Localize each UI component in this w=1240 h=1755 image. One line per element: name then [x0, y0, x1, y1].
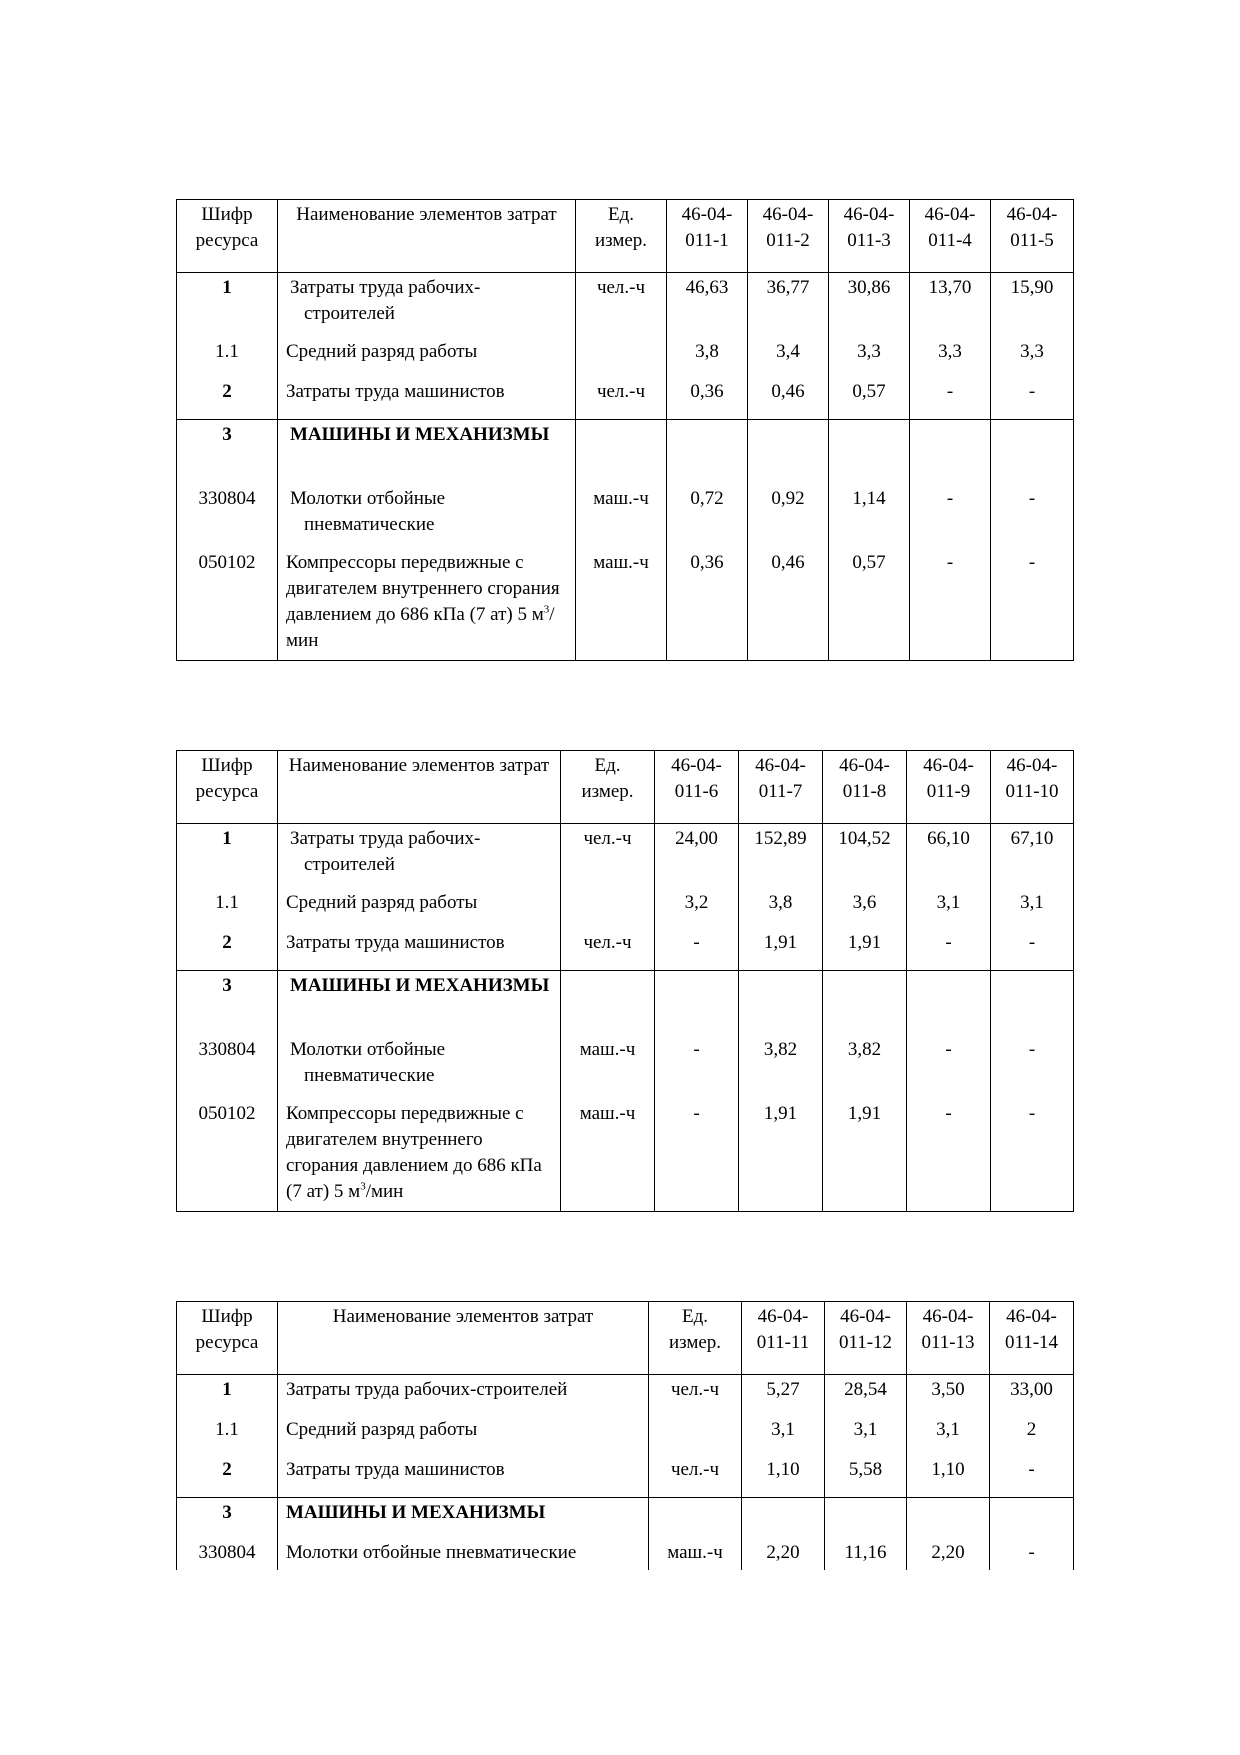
row-value: -	[991, 484, 1074, 548]
header-col: 46-04-011-11	[742, 1302, 825, 1375]
row-value: 3,1	[991, 888, 1074, 928]
row-value: 3,8	[667, 337, 748, 377]
row-code: 1	[222, 1379, 232, 1400]
row-code: 330804	[177, 1035, 278, 1099]
table-row	[177, 1498, 1074, 1539]
row-unit	[649, 1498, 742, 1539]
table-row	[177, 484, 1074, 548]
row-value: 0,36	[667, 548, 748, 661]
row-value: -	[910, 484, 991, 548]
row-value: 5,27	[742, 1375, 825, 1416]
row-value: 3,2	[655, 888, 739, 928]
header-unit: Ед. измер.	[561, 751, 655, 824]
row-value: 3,3	[991, 337, 1074, 377]
row-value: 66,10	[907, 824, 991, 889]
row-value: 28,54	[825, 1375, 907, 1416]
row-code: 330804	[177, 1538, 278, 1570]
row-name: МАШИНЫ И МЕХАНИЗМЫ	[290, 424, 550, 445]
row-name: Молотки отбойные пневматические	[278, 484, 576, 548]
norm-table-2	[176, 750, 1074, 1212]
header-code: Шифр ресурса	[177, 200, 278, 273]
header-col: 46-04-011-3	[829, 200, 910, 273]
header-col: 46-04-011-7	[739, 751, 823, 824]
row-value: 11,16	[825, 1538, 907, 1570]
row-value: 3,4	[748, 337, 829, 377]
row-value: 0,57	[829, 548, 910, 661]
row-unit	[561, 971, 655, 1036]
row-code: 1.1	[177, 888, 278, 928]
row-unit	[561, 888, 655, 928]
row-name: Затраты труда машинистов	[278, 928, 561, 971]
row-value: 30,86	[829, 273, 910, 338]
row-value: 33,00	[990, 1375, 1074, 1416]
row-name-tail: /мин	[365, 1181, 404, 1202]
row-value: 0,72	[667, 484, 748, 548]
table-row	[177, 1538, 1074, 1570]
row-value: 3,82	[823, 1035, 907, 1099]
row-value: 1,91	[823, 1099, 907, 1212]
row-value: 0,46	[748, 377, 829, 420]
header-name: Наименование элементов затрат	[278, 1302, 649, 1375]
row-value: 1,91	[739, 928, 823, 971]
row-value: -	[990, 1538, 1074, 1570]
header-col: 46-04-011-14	[990, 1302, 1074, 1375]
table-row	[177, 420, 1074, 485]
row-unit	[576, 337, 667, 377]
row-unit	[576, 420, 667, 485]
row-unit: чел.-ч	[649, 1375, 742, 1416]
row-value: -	[991, 377, 1074, 420]
row-code: 3	[222, 975, 232, 996]
row-value: 3,1	[825, 1415, 907, 1455]
row-value: 0,46	[748, 548, 829, 661]
row-value: 0,57	[829, 377, 910, 420]
row-value: 1,91	[823, 928, 907, 971]
row-value: 2,20	[742, 1538, 825, 1570]
row-unit: маш.-ч	[649, 1538, 742, 1570]
row-unit: чел.-ч	[576, 273, 667, 338]
row-unit	[649, 1415, 742, 1455]
row-unit: чел.-ч	[576, 377, 667, 420]
superscript: 3	[360, 1180, 366, 1193]
table-row	[177, 928, 1074, 971]
row-value: 2	[990, 1415, 1074, 1455]
row-value: 3,50	[907, 1375, 990, 1416]
row-name: Молотки отбойные пневматические	[278, 1538, 649, 1570]
row-name-tail: /мин	[286, 604, 555, 651]
superscript: 3	[543, 603, 550, 616]
row-value: -	[991, 1099, 1074, 1212]
header-col: 46-04-011-4	[910, 200, 991, 273]
header-col: 46-04-011-8	[823, 751, 907, 824]
table-row	[177, 1035, 1074, 1099]
row-name: Затраты труда рабочих-строителей	[278, 1375, 649, 1416]
row-value: 15,90	[991, 273, 1074, 338]
row-value: -	[910, 548, 991, 661]
header-col: 46-04-011-2	[748, 200, 829, 273]
row-value: 3,8	[739, 888, 823, 928]
row-name: Средний разряд работы	[278, 1415, 649, 1455]
table-row	[177, 377, 1074, 420]
row-value: -	[910, 377, 991, 420]
header-code: Шифр ресурса	[177, 751, 278, 824]
row-code: 050102	[177, 1099, 278, 1212]
header-code: Шифр ресурса	[177, 1302, 278, 1375]
header-col: 46-04-011-5	[991, 200, 1074, 273]
row-code: 3	[222, 424, 232, 445]
row-value: -	[991, 1035, 1074, 1099]
row-name: Компрессоры передвижные с двигателем внутреннего сгорания давлением до 686 кПа (7 ат) 5 м	[286, 552, 560, 625]
row-name: Затраты труда машинистов	[278, 1455, 649, 1498]
row-value: 46,63	[667, 273, 748, 338]
row-value: 3,6	[823, 888, 907, 928]
row-code: 1.1	[177, 1415, 278, 1455]
table-row	[177, 273, 1074, 338]
row-name: Затраты труда машинистов	[278, 377, 576, 420]
table-row	[177, 1455, 1074, 1498]
table-row	[177, 1415, 1074, 1455]
row-code: 1	[222, 828, 232, 849]
row-value: 0,36	[667, 377, 748, 420]
table-row	[177, 971, 1074, 1036]
table-row	[177, 1375, 1074, 1416]
row-name: Молотки отбойные пневматические	[278, 1035, 561, 1099]
row-value: 24,00	[655, 824, 739, 889]
row-value: -	[655, 1035, 739, 1099]
row-value: 2,20	[907, 1538, 990, 1570]
row-code: 3	[222, 1502, 232, 1523]
table-row	[177, 888, 1074, 928]
row-value: 3,1	[907, 888, 991, 928]
header-unit: Ед. измер.	[576, 200, 667, 273]
row-code: 330804	[177, 484, 278, 548]
header-col: 46-04-011-12	[825, 1302, 907, 1375]
row-code: 1	[222, 277, 232, 298]
row-unit: маш.-ч	[576, 484, 667, 548]
row-value: 3,82	[739, 1035, 823, 1099]
row-value: 3,3	[829, 337, 910, 377]
table-row	[177, 824, 1074, 889]
row-value: 3,1	[742, 1415, 825, 1455]
header-col: 46-04-011-6	[655, 751, 739, 824]
row-name: МАШИНЫ И МЕХАНИЗМЫ	[286, 1502, 546, 1523]
row-unit: маш.-ч	[561, 1099, 655, 1212]
row-code: 2	[222, 1459, 232, 1480]
norm-table-3	[176, 1301, 1074, 1570]
header-name: Наименование элементов затрат	[278, 751, 561, 824]
row-value: 0,92	[748, 484, 829, 548]
row-value: -	[907, 1099, 991, 1212]
header-unit: Ед. измер.	[649, 1302, 742, 1375]
row-value: 3,3	[910, 337, 991, 377]
row-unit: маш.-ч	[576, 548, 667, 661]
header-name: Наименование элементов затрат	[278, 200, 576, 273]
row-value: 1,10	[742, 1455, 825, 1498]
row-value: 104,52	[823, 824, 907, 889]
row-value: 36,77	[748, 273, 829, 338]
table-header-row	[177, 751, 1074, 824]
row-value: 67,10	[991, 824, 1074, 889]
table-header-row	[177, 1302, 1074, 1375]
row-name: Средний разряд работы	[278, 337, 576, 377]
norm-table-1	[176, 199, 1074, 661]
row-value: 3,1	[907, 1415, 990, 1455]
row-value: -	[991, 928, 1074, 971]
row-value: -	[907, 928, 991, 971]
header-col: 46-04-011-9	[907, 751, 991, 824]
row-name: Компрессоры передвижные с двигателем внутреннего сгорания давлением до 686 кПа (7 ат) 5 м	[286, 1103, 542, 1202]
row-value: -	[990, 1455, 1074, 1498]
row-code: 2	[222, 932, 232, 953]
row-value: 1,10	[907, 1455, 990, 1498]
table-header-row	[177, 200, 1074, 273]
row-unit: чел.-ч	[561, 928, 655, 971]
row-name: МАШИНЫ И МЕХАНИЗМЫ	[290, 975, 550, 996]
row-name: Затраты труда рабочих-строителей	[278, 273, 576, 338]
table-row	[177, 548, 1074, 661]
row-value: -	[907, 1035, 991, 1099]
table-row	[177, 337, 1074, 377]
row-unit: чел.-ч	[561, 824, 655, 889]
table-row	[177, 1099, 1074, 1212]
row-name: Средний разряд работы	[278, 888, 561, 928]
row-unit: чел.-ч	[649, 1455, 742, 1498]
row-value: 1,91	[739, 1099, 823, 1212]
row-value: 152,89	[739, 824, 823, 889]
header-col: 46-04-011-10	[991, 751, 1074, 824]
header-col: 46-04-011-1	[667, 200, 748, 273]
row-code: 1.1	[177, 337, 278, 377]
row-value: -	[655, 928, 739, 971]
row-code: 2	[222, 381, 232, 402]
row-value: 5,58	[825, 1455, 907, 1498]
row-value: -	[655, 1099, 739, 1212]
row-unit: маш.-ч	[561, 1035, 655, 1099]
row-name: Затраты труда рабочих-строителей	[278, 824, 561, 889]
row-code: 050102	[177, 548, 278, 661]
row-value: 1,14	[829, 484, 910, 548]
row-value: -	[991, 548, 1074, 661]
row-value: 13,70	[910, 273, 991, 338]
header-col: 46-04-011-13	[907, 1302, 990, 1375]
